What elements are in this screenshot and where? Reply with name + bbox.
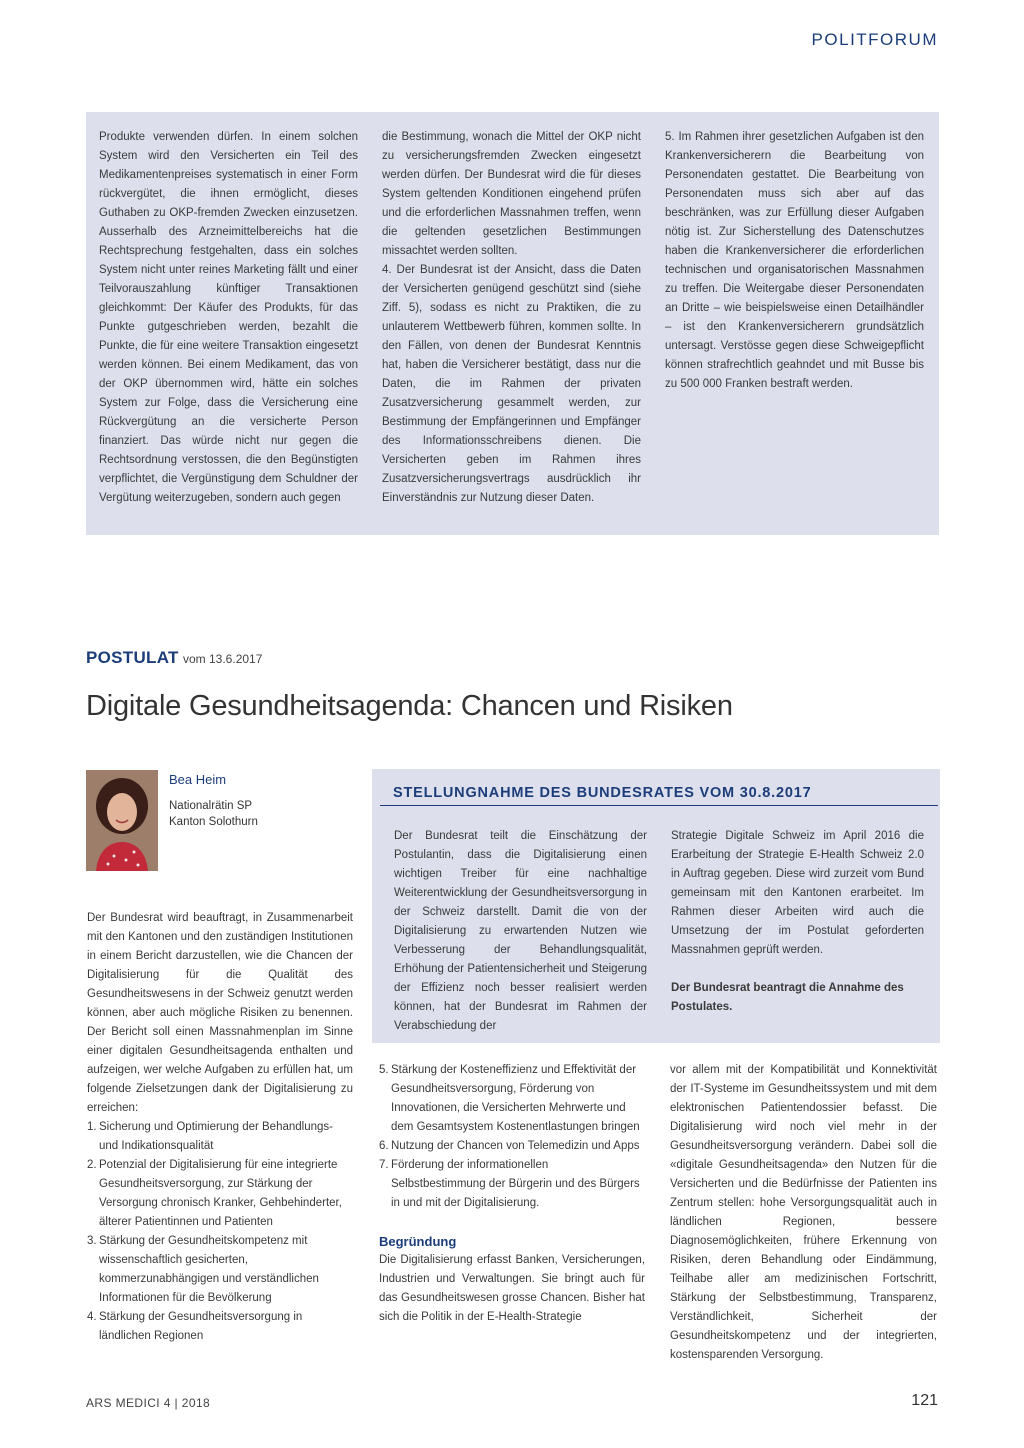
article-kicker: POSTULAT — [86, 648, 179, 667]
article-title: Digitale Gesundheitsagenda: Chancen und Risiken — [86, 690, 733, 722]
paragraph: Die Digitalisierung erfasst Banken, Versicherungen, Industrien und Verwaltungen. Sie bringt auch für das Gesundheitswesen grosse Chancen. Bisher hat sich die Politik in der E-Health-Strategie — [379, 1254, 645, 1323]
continuation-column-1 — [99, 128, 358, 508]
paragraph: die Bestimmung, wonach die Mittel der OKP nicht zu versicherungsfremden Zwecken eingesetzt werden dürfen. Der Bundesrat wird die für dieses System geltenden Konditionen eingehend prüfen und die erforderlichen Massnahmen treffen, wenn die geltenden gesetzlichen Bestimmungen missachtet werden sollten. — [382, 131, 641, 257]
footer-journal: ARS MEDICI 4 | 2018 — [86, 1396, 211, 1410]
list-item: 4. Stärkung der Gesundheitsversorgung in ländlichen Regionen — [87, 1311, 303, 1342]
article-column-1 — [87, 909, 353, 1346]
author-role-line: Nationalrätin SP — [169, 800, 253, 812]
statement-column-1 — [394, 827, 647, 1036]
continuation-column-3 — [665, 128, 924, 394]
paragraph: 5. Im Rahmen ihrer gesetzlichen Aufgaben ist den Krankenversicherern die Bearbeitung von Personendaten gestattet. Die Bearbeitung von Personendaten muss sich aber auf das beschränken, was zur Erfüllung dieser Aufgaben nötig ist. Zur Sicherstellung des Datenschutzes haben die Krankenversicherer die erforderlichen technischen und organisatorischen Massnahmen zu treffen. Die Weitergabe dieser Personendaten an Dritte – wie beispielsweise einen Detailhändler – ist den Krankenversicherern grundsätzlich untersagt. Verstösse gegen diese Schweigepflicht können strafrechtlich geahndet und mit Busse bis zu 500 000 Franken bestraft werden. — [665, 131, 924, 390]
goals-list-continued — [379, 1061, 645, 1213]
article-column-3 — [670, 1061, 937, 1365]
list-item: 7. Förderung der informationellen Selbstbestimmung der Bürgerin und des Bürgers in und mit der Digitalisierung. — [379, 1159, 640, 1209]
paragraph: Der Bundesrat wird beauftragt, in Zusammenarbeit mit den Kantonen und den zuständigen Institutionen in einem Bericht darzustellen, wie die Chancen der Digitalisierung für die Qualität des Gesundheitswesens in der Schweiz genutzt werden können, aber auch mögliche Risiken zu benennen. Der Bericht soll einen Massnahmenplan im Sinne einer digitalen Gesundheitsagenda enthalten und aufzeigen, wer welche Aufgaben zu erfüllen hat, um folgende Zielsetzungen dank der Digitalisierung zu erreichen: — [87, 912, 353, 1114]
page-number: 121 — [911, 1392, 938, 1409]
paragraph: vor allem mit der Kompatibilität und Konnektivität der IT-Systeme im Gesundheitssystem und mit dem elektronischen Patientendossier befasst. Die Digitalisierung wird noch viel mehr in der Gesundheitsversorgung verändern. Dabei soll die «digitale Gesundheitsagenda» den Nutzen für die Versicherten und die Bedürfnisse der Patienten ins Zentrum stellen: hohe Versorgungsqualität auch in ländlichen Regionen, bessere Diagnosemöglichkeiten, frühere Erkennung von Risiken, deren Behandlung oder Eindämmung, Teilhabe aller am medizinischen Fortschritt, Stärkung der Selbstbestimmung, Transparenz, Verständlichkeit, Sicherheit der Gesundheitskompetenz und der integrierten, kostensparenden Versorgung. — [670, 1064, 937, 1361]
list-item: 6. Nutzung der Chancen von Telemedizin und Apps — [379, 1140, 640, 1152]
author-name: Bea Heim — [169, 772, 227, 787]
paragraph: Produkte verwenden dürfen. In einem solchen System wird den Versicherten ein Teil des Medikamentenpreises systematisch in einer Form rückvergütet, die ihnen ermöglicht, dieses Guthaben zu OKP-fremden Zwecken einzusetzen. Ausserhalb des Arzneimittelbereichs hat die Rechtsprechung festgehalten, dass ein solches System nicht unter reines Marketing fällt und einer Teilvorauszahlung künftiger Transaktionen gleichkommt: Der Käufer des Produkts, für das Punkte gutgeschrieben werden, bezahlt die Punkte, die für eine weitere Transaktion eingesetzt werden können. Bei einem Medikament, das von der OKP übernommen wird, hätte ein solches System zur Folge, dass die Versicherung eine Rückvergütung an die versicherte Person finanziert. Das würde nicht nur gegen die Rechtsordnung verstossen, die den Begünstigten verpflichtet, die Vergünstigung dem Schuldner der Vergütung weiterzugeben, sondern auch gegen — [99, 131, 358, 504]
article-column-2 — [379, 1061, 645, 1327]
paragraph: 4. Der Bundesrat ist der Ansicht, dass die Daten der Versicherten genügend geschützt sind (siehe Ziff. 5), sodass es nicht zu Praktiken, die zu unlauterem Wettbewerb führen, kommen sollte. In den Fällen, von denen der Bundesrat Kenntnis hat, haben die Versicherer bestätigt, dass nur die Daten, die im Rahmen der privaten Zusatzversicherung gesammelt werden, zur Bestimmung der Empfängerinnen und Empfänger des Informationsschreibens dienen. Die Versicherten geben im Rahmen ihres Zusatzversicherungsvertrags ausdrücklich ihr Einverständnis zur Nutzung dieser Daten. — [382, 264, 641, 504]
goals-list — [87, 1118, 353, 1346]
article-date: vom 13.6.2017 — [183, 652, 263, 666]
paragraph: Strategie Digitale Schweiz im April 2016 die Erarbeitung der Strategie E-Health Schweiz 2.0 in Auftrag gegeben. Diese wird zurzeit vom Bund gemeinsam mit den Kantonen erarbeitet. Im Rahmen dieser Arbeiten wird auch die Umsetzung der im Postulat geforderten Massnahmen geprüft werden. — [671, 830, 924, 956]
begruendung-heading: Begründung — [379, 1234, 457, 1249]
author-photo — [86, 770, 158, 871]
author-role-line: Kanton Solothurn — [169, 816, 258, 828]
list-item: 5. Stärkung der Kosteneffizienz und Effektivität der Gesundheitsversorgung, Förderung von Innovationen, die Versicherten Mehrwerte und dem Gesamtsystem Kostenentlastungen bringen — [379, 1064, 640, 1133]
list-item: 3. Stärkung der Gesundheitskompetenz mit wissenschaftlich gesicherten, kommerzunabhängigen und verständlichen Informationen für die Bevölkerung — [87, 1235, 319, 1304]
paragraph: Der Bundesrat teilt die Einschätzung der Postulantin, dass die Digitalisierung einen wichtigen Treiber für eine nachhaltige Weiterentwicklung der Gesundheitsversorgung in der Schweiz darstellt. Damit die von der Digitalisierung zu erwartenden Nutzen wie Verbesserung der Behandlungsqualität, Erhöhung der Patientensicherheit und Steigerung der Effizienz noch besser realisiert werden können, hat der Bundesrat im Rahmen der Verabschiedung der — [394, 830, 647, 1032]
section-label: POLITFORUM — [811, 30, 938, 49]
list-item: 2. Potenzial der Digitalisierung für eine integrierte Gesundheitsversorgung, zur Stärkung der Versorgung chronisch Kranker, Gehbehinderter, älterer Patientinnen und Patienten — [87, 1159, 342, 1228]
statement-column-2 — [671, 827, 924, 1017]
continuation-column-2 — [382, 128, 641, 508]
author-role — [169, 798, 258, 830]
statement-conclusion: Der Bundesrat beantragt die Annahme des Postulates. — [671, 982, 904, 1013]
statement-title: STELLUNGNAHME DES BUNDESRATES VOM 30.8.2017 — [393, 785, 812, 801]
list-item: 1. Sicherung und Optimierung der Behandlungs- und Indikationsqualität — [87, 1121, 333, 1152]
statement-rule — [380, 805, 938, 806]
